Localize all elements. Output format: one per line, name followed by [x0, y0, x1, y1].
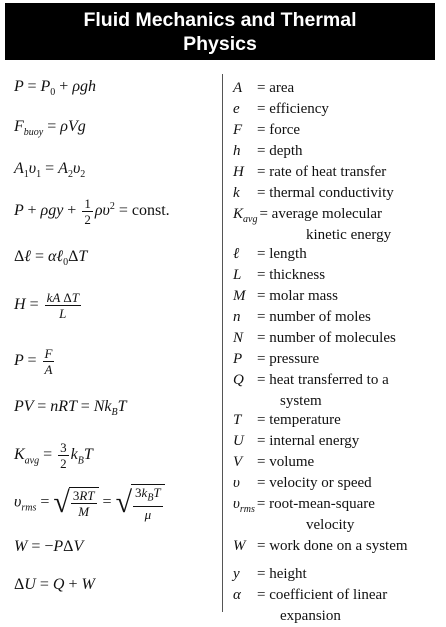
variable-description: = thermal conductivity — [257, 185, 394, 201]
variable-description: = heat transferred to a — [257, 372, 389, 388]
variable-symbol: M — [233, 288, 246, 304]
equation-buoyant-force: $F_{buoy} = \rho Vg$ — [14, 118, 86, 139]
equation-average-kinetic-energy: $K_{avg}$ = $\frac{3}{2}$ $k_BT$ — [14, 440, 93, 471]
equation-pressure: P = $\frac{F}{A}$ — [14, 346, 53, 377]
equation-first-law: ΔU = Q + W — [14, 576, 95, 593]
variable-row — [233, 183, 394, 204]
variable-symbol: k — [233, 185, 240, 201]
variable-row — [233, 536, 408, 557]
variable-symbol: A — [233, 80, 243, 96]
variable-row — [233, 141, 303, 162]
variable-row — [233, 431, 359, 452]
variable-symbol: V — [233, 454, 243, 470]
variable-description: = coefficient of linear — [257, 587, 388, 603]
variable-row — [233, 370, 389, 391]
variable-description: = molar mass — [257, 288, 338, 304]
variable-symbol: υ — [233, 475, 240, 491]
variable-row — [233, 265, 325, 286]
variable-description: = length — [257, 246, 307, 262]
variable-description: = depth — [257, 143, 303, 159]
variable-description: = velocity or speed — [257, 475, 372, 491]
equation-ideal-gas: PV = nRT = $Nk_BT$ — [14, 398, 127, 419]
variable-symbol: ℓ — [233, 246, 240, 262]
header-line-2: Physics — [183, 33, 257, 55]
variable-description: = thickness — [257, 267, 326, 283]
equation-work: W = −PΔV — [14, 538, 84, 555]
sheet-header — [5, 3, 435, 60]
variable-description: = volume — [257, 454, 315, 470]
variable-row — [233, 244, 307, 265]
equation-thermal-expansion: Δℓ = αℓ$_0$ΔT — [14, 248, 88, 269]
variable-row — [233, 307, 371, 328]
variable-symbol: F — [233, 122, 243, 138]
variable-row — [233, 99, 329, 120]
variable-description: = height — [257, 566, 307, 582]
variable-symbol: H — [233, 164, 244, 180]
variable-description-continued: expansion — [280, 608, 341, 624]
equation-hydrostatic-pressure: $P = P_0 + \rho gh$ — [14, 78, 97, 99]
variable-row — [233, 120, 300, 141]
variable-description: = number of molecules — [257, 330, 396, 346]
variable-symbol: y — [233, 566, 240, 582]
variable-description: = rate of heat transfer — [257, 164, 387, 180]
variable-description-continued: velocity — [306, 517, 355, 533]
bernoulli-const-label: const. — [131, 202, 170, 220]
variable-description: = internal energy — [257, 433, 360, 449]
variable-description-continued: kinetic energy — [306, 227, 392, 243]
variable-subscript: avg — [243, 214, 258, 225]
variable-description: = efficiency — [257, 101, 329, 117]
variable-description: = work done on a system — [257, 538, 408, 554]
variable-row — [233, 585, 387, 606]
variable-symbol: e — [233, 101, 240, 117]
variable-symbol: h — [233, 143, 241, 159]
variable-description: = number of moles — [257, 309, 371, 325]
variable-symbol: U — [233, 433, 244, 449]
variable-description: = temperature — [257, 412, 341, 428]
variable-symbol: K — [233, 206, 244, 222]
variable-symbol: L — [233, 267, 242, 283]
variable-description: = average molecular — [259, 206, 383, 222]
variable-row — [233, 162, 386, 183]
variable-symbol: υ — [233, 496, 240, 512]
header-line-1: Fluid Mechanics and Thermal — [83, 9, 357, 31]
variable-row — [233, 473, 372, 494]
variable-description: = pressure — [257, 351, 320, 367]
equation-bernoulli: P + ρgy + $\frac{1}{2}$ $\rho\upsilon^2$ = const. — [14, 196, 170, 227]
variable-description: = root-mean-square — [256, 496, 375, 512]
variable-symbol: W — [233, 538, 246, 554]
variable-row — [233, 78, 294, 99]
variable-row — [233, 328, 396, 349]
equation-continuity: $A_1\upsilon_1 = A_2\upsilon_2$ — [14, 160, 86, 181]
variable-symbol: N — [233, 330, 244, 346]
variable-symbol: T — [233, 412, 242, 428]
variable-symbol: P — [233, 351, 243, 367]
variable-symbol: α — [233, 587, 241, 603]
variable-symbol: n — [233, 309, 241, 325]
variable-row — [233, 452, 314, 473]
column-divider — [222, 74, 223, 612]
variable-description: = force — [257, 122, 301, 138]
equation-heat-conduction: H = $\frac{\text{kA ΔT}}{L}$ — [14, 290, 79, 321]
variable-subscript: rms — [239, 504, 255, 515]
variable-row — [233, 410, 341, 431]
variable-row — [233, 286, 338, 307]
variable-description: = area — [257, 80, 295, 96]
variable-row — [233, 349, 319, 370]
variable-row — [233, 564, 307, 585]
variable-symbol: Q — [233, 372, 244, 388]
equation-rms-velocity: $\upsilon_{rms}$ = √ $\frac{3RT}{M}$ = √ $\frac{3k_BT}{\mu}$ — [14, 484, 165, 522]
variable-description-continued: system — [280, 393, 322, 409]
